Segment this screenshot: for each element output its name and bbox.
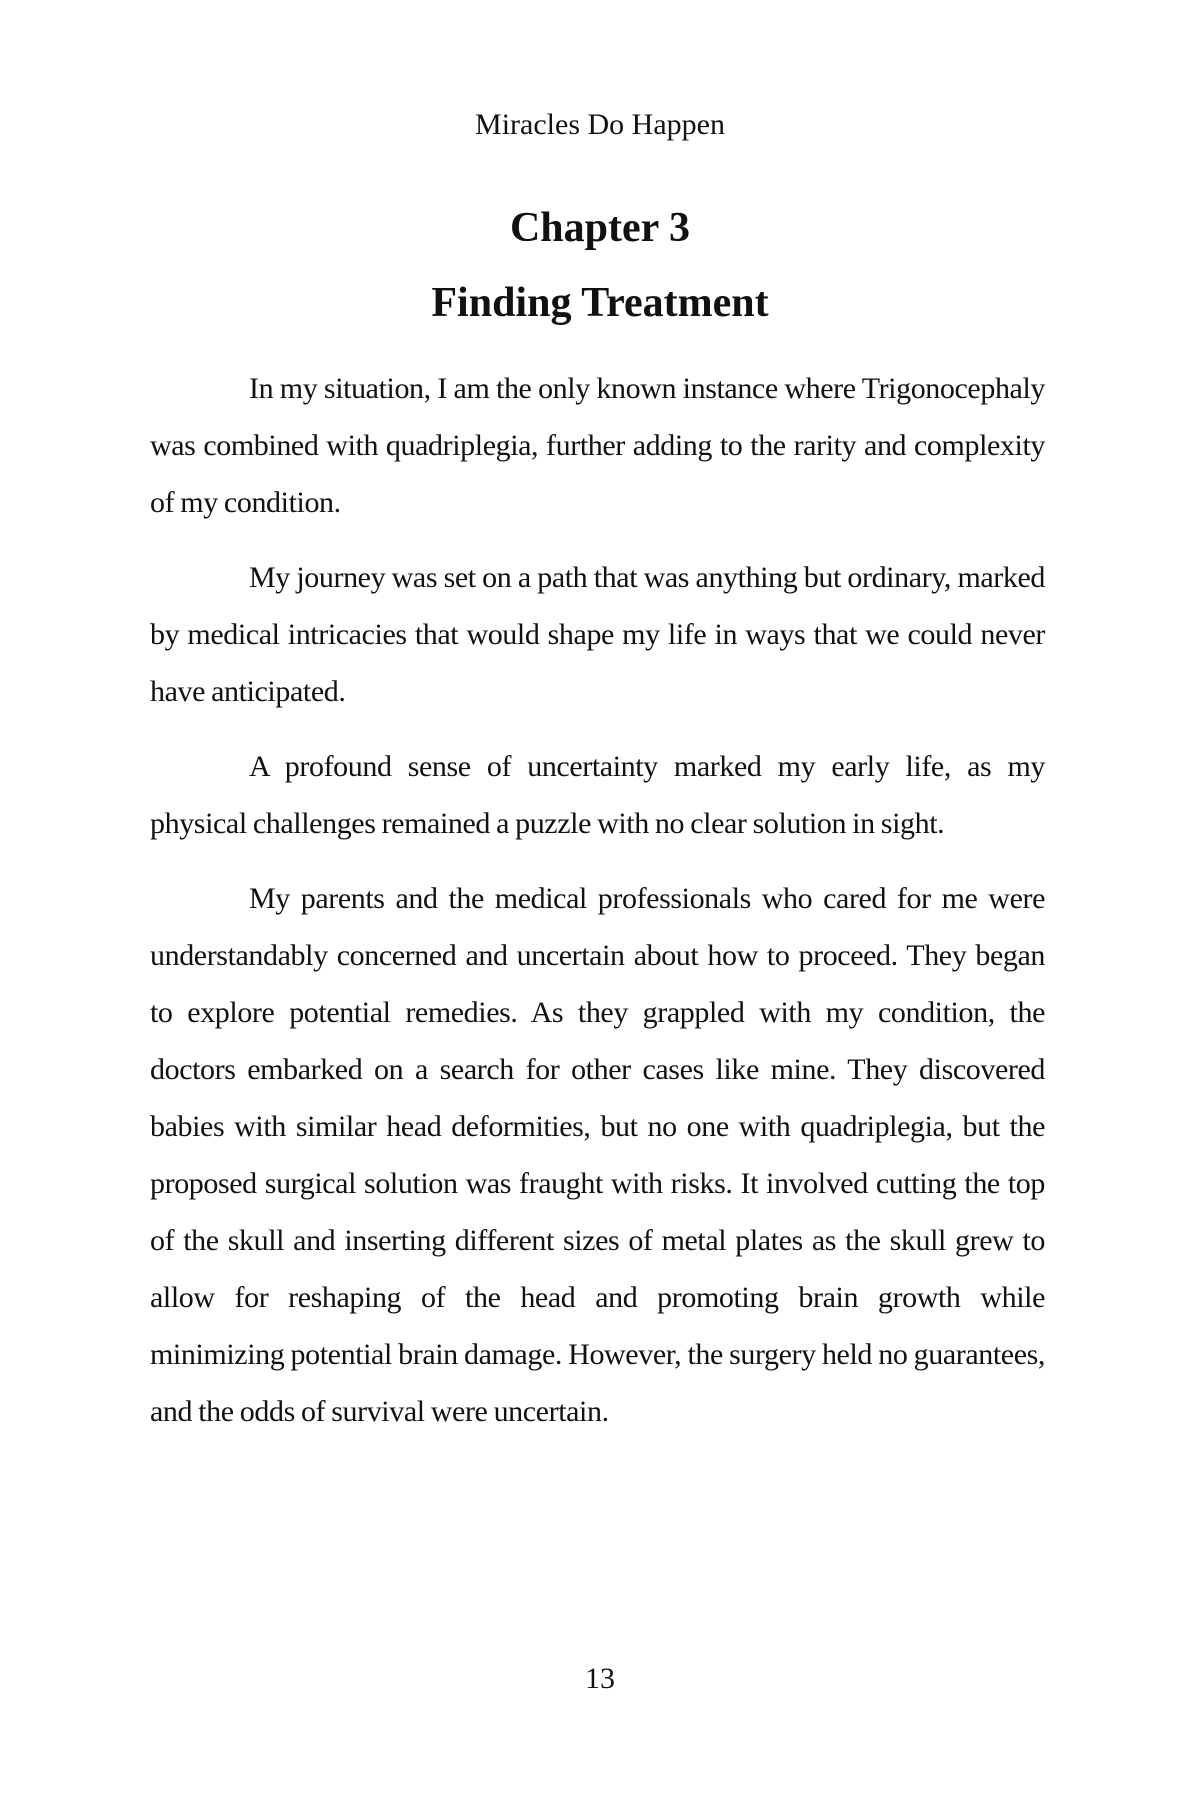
running-head: Miracles Do Happen	[475, 108, 725, 141]
paragraph: My journey was set on a path that was anything but ordinary, marked by medical intricacies that would shape my life in ways that we could never have anticipated.	[150, 561, 1045, 708]
chapter-title: Finding Treatment	[431, 280, 769, 326]
paragraph: A profound sense of uncertainty marked my early life, as my physical challenges remained a puzzle with no clear solution in sight.	[150, 750, 1045, 840]
paragraph: In my situation, I am the only known instance where Trigonocephaly was combined with quadriplegia, further adding to the rarity and complexity of my condition.	[150, 372, 1045, 519]
chapter-number: Chapter 3	[509, 205, 691, 251]
paragraph: My parents and the medical professionals who cared for me were understandably concerned and uncertain about how to proceed. They began to explore potential remedies. As they grappled with my condition, the doctors embarked on a search for other cases like mine. They discovered babies with similar head deformities, but no one with quadriplegia, but the proposed surgical solution was fraught with risks. It involved cutting the top of the skull and inserting different sizes of metal plates as the skull grew to allow for reshaping of the head and promoting brain growth while minimizing potential brain damage. However, the surgery held no guarantees, and the odds of survival were uncertain.	[150, 882, 1045, 1428]
chapter-body	[150, 360, 1045, 1458]
page-number: 13	[585, 1662, 615, 1695]
